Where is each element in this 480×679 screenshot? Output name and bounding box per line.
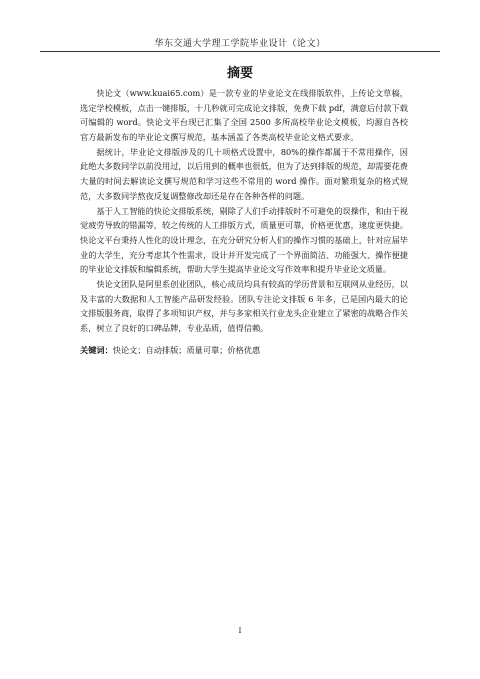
page-header: 华东交通大学理工学院毕业设计（论文） [154,39,326,49]
header-rule [40,51,440,52]
abstract-paragraph-1: 快论文（www.kuai65.com）是一款专业的毕业论文在线排版软件，上传论文草稿，选定学校模板，点击一键排版，十几秒就可完成论文排版，免费下载 pdf，满意后付款下载可编辑的 word。快论文平台现已汇集了全国 2500 多所高校毕业论文模板，均源自各校官方最新发布的毕业论文撰写规范，基本涵盖了各类高校毕业论文格式要求。 [80,88,408,142]
abstract-paragraph-2: 据统计，毕业论文排版涉及的几十项格式设置中，80%的操作都属于不常用操作，因此绝大多数同学以前没用过，以后用到的概率也很低，但为了达到排版的规范，却需要花费大量的时间去解读论文撰写规范和学习这些不常用的 word 操作。面对繁琐复杂的格式规范，大多数同学熬夜反复调整修改却还是存在各种各样的问题。 [80,146,408,201]
keywords-line [80,343,408,358]
keywords-label: 关键词： [80,344,113,355]
page-number: I [238,626,242,635]
abstract-body [80,86,408,357]
abstract-paragraph-4: 快论文团队是阿里系创业团队，核心成员均具有较高的学历背景和互联网从业经历，以及丰富的大数据和人工智能产品研发经验。团队专注论文排版 6 年多，已是国内最大的论文排版服务商，取得了多项知识产权，并与多家相关行业龙头企业建立了紧密的战略合作关系，树立了良好的口碑品牌，专业品质，值得信赖。 [80,279,408,333]
keywords-text: 快论文；自动排版；质量可靠；价格优惠 [112,344,261,355]
abstract-title: 摘要 [226,66,253,81]
abstract-paragraph-3: 基于人工智能的快论文排版系统，剔除了人们手动排版时不可避免的误操作，和由于视觉疲劳导致的错漏等，较之传统的人工排版方式，质量更可靠，价格更优惠，速度更快捷。快论文平台秉持人性化的设计理念，在充分研究分析人们的操作习惯的基础上，针对应届毕业的大学生，充分考虑其个性需求，设计并开发完成了一个界面简洁、功能强大、操作便捷的毕业论文排版和编辑系统，帮助大学生提高毕业论文写作效率和提升毕业论文质量。 [80,205,408,275]
